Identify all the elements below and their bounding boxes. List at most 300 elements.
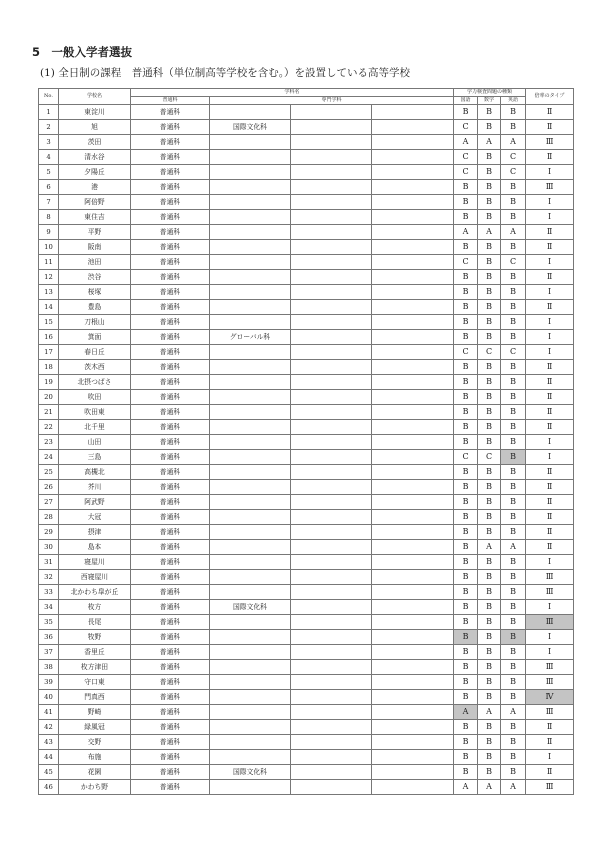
general-course: 普通科 [131,585,210,600]
japanese-grade: A [454,705,478,720]
japanese-grade: B [454,645,478,660]
english-grade: B [501,180,526,195]
general-course: 普通科 [131,330,210,345]
general-course: 普通科 [131,765,210,780]
math-grade: B [478,630,501,645]
specialized-course-2 [291,315,372,330]
specialized-course-2 [291,180,372,195]
table-body [39,105,574,795]
specialized-course-2 [291,555,372,570]
general-course: 普通科 [131,270,210,285]
english-grade: B [501,765,526,780]
header-department: 学科名 [131,89,454,97]
general-course: 普通科 [131,285,210,300]
general-course: 普通科 [131,180,210,195]
specialized-course-1: 国際文化科 [210,120,291,135]
english-grade: B [501,585,526,600]
school-name: 門真西 [59,690,131,705]
specialized-course-1 [210,390,291,405]
japanese-grade: B [454,495,478,510]
ratio-type: Ⅱ [526,375,574,390]
general-course: 普通科 [131,675,210,690]
english-grade: B [501,390,526,405]
header-ratio-type: 倍率のタイプ [526,89,574,105]
japanese-grade: A [454,225,478,240]
specialized-course-1 [210,645,291,660]
table-row [39,375,574,390]
japanese-grade: B [454,750,478,765]
japanese-grade: C [454,345,478,360]
school-name: 北かわち皐が丘 [59,585,131,600]
specialized-course-3 [372,630,454,645]
row-no: 31 [39,555,59,570]
english-grade: B [501,660,526,675]
specialized-course-3 [372,210,454,225]
specialized-course-1 [210,690,291,705]
table-row [39,480,574,495]
school-name: 夕陽丘 [59,165,131,180]
specialized-course-2 [291,570,372,585]
header-general: 普通科 [131,97,210,105]
ratio-type: Ⅰ [526,435,574,450]
math-grade: B [478,300,501,315]
specialized-course-1 [210,780,291,795]
english-grade: B [501,615,526,630]
english-grade: B [501,285,526,300]
specialized-course-1 [210,270,291,285]
general-course: 普通科 [131,360,210,375]
japanese-grade: B [454,195,478,210]
table-row [39,360,574,375]
specialized-course-2 [291,525,372,540]
row-no: 23 [39,435,59,450]
specialized-course-3 [372,135,454,150]
general-course: 普通科 [131,465,210,480]
math-grade: B [478,105,501,120]
row-no: 4 [39,150,59,165]
table-row [39,390,574,405]
specialized-course-3 [372,240,454,255]
english-grade: B [501,420,526,435]
table-row [39,510,574,525]
japanese-grade: B [454,630,478,645]
general-course: 普通科 [131,705,210,720]
specialized-course-1 [210,135,291,150]
table-row [39,525,574,540]
japanese-grade: B [454,360,478,375]
ratio-type: Ⅰ [526,315,574,330]
specialized-course-3 [372,150,454,165]
school-name: 平野 [59,225,131,240]
specialized-course-3 [372,585,454,600]
specialized-course-1 [210,105,291,120]
specialized-course-2 [291,735,372,750]
english-grade: B [501,375,526,390]
school-name: 芥川 [59,480,131,495]
specialized-course-3 [372,315,454,330]
table-row [39,165,574,180]
math-grade: B [478,465,501,480]
row-no: 41 [39,705,59,720]
specialized-course-1 [210,405,291,420]
specialized-course-2 [291,195,372,210]
japanese-grade: B [454,270,478,285]
english-grade: B [501,600,526,615]
specialized-course-3 [372,285,454,300]
ratio-type: Ⅲ [526,675,574,690]
specialized-course-2 [291,105,372,120]
ratio-type: Ⅱ [526,405,574,420]
specialized-course-1 [210,750,291,765]
school-name: 枚方津田 [59,660,131,675]
specialized-course-2 [291,135,372,150]
row-no: 27 [39,495,59,510]
specialized-course-1 [210,435,291,450]
ratio-type: Ⅰ [526,165,574,180]
math-grade: A [478,705,501,720]
specialized-course-2 [291,255,372,270]
ratio-type: Ⅱ [526,480,574,495]
japanese-grade: B [454,735,478,750]
math-grade: B [478,315,501,330]
japanese-grade: B [454,510,478,525]
school-name: 桜塚 [59,285,131,300]
specialized-course-1 [210,630,291,645]
specialized-course-3 [372,720,454,735]
english-grade: B [501,300,526,315]
general-course: 普通科 [131,690,210,705]
ratio-type: Ⅲ [526,660,574,675]
ratio-type: Ⅱ [526,105,574,120]
specialized-course-2 [291,300,372,315]
english-grade: B [501,330,526,345]
specialized-course-2 [291,465,372,480]
general-course: 普通科 [131,165,210,180]
english-grade: C [501,345,526,360]
school-name: 花園 [59,765,131,780]
english-grade: B [501,450,526,465]
row-no: 8 [39,210,59,225]
english-grade: B [501,690,526,705]
ratio-type: Ⅰ [526,255,574,270]
general-course: 普通科 [131,780,210,795]
specialized-course-3 [372,750,454,765]
english-grade: B [501,360,526,375]
specialized-course-1 [210,615,291,630]
row-no: 35 [39,615,59,630]
table-row [39,225,574,240]
row-no: 11 [39,255,59,270]
general-course: 普通科 [131,660,210,675]
ratio-type: Ⅲ [526,135,574,150]
general-course: 普通科 [131,420,210,435]
english-grade: B [501,750,526,765]
japanese-grade: B [454,285,478,300]
math-grade: C [478,450,501,465]
specialized-course-1 [210,285,291,300]
english-grade: B [501,720,526,735]
english-grade: B [501,105,526,120]
school-name: 大冠 [59,510,131,525]
math-grade: B [478,480,501,495]
general-course: 普通科 [131,225,210,240]
math-grade: B [478,645,501,660]
japanese-grade: B [454,615,478,630]
row-no: 42 [39,720,59,735]
math-grade: B [478,165,501,180]
row-no: 21 [39,405,59,420]
row-no: 37 [39,645,59,660]
japanese-grade: B [454,525,478,540]
specialized-course-3 [372,450,454,465]
general-course: 普通科 [131,240,210,255]
specialized-course-2 [291,660,372,675]
english-grade: A [501,540,526,555]
table-row [39,660,574,675]
table-row [39,420,574,435]
math-grade: B [478,180,501,195]
math-grade: B [478,660,501,675]
table-row [39,405,574,420]
ratio-type: Ⅰ [526,750,574,765]
row-no: 30 [39,540,59,555]
specialized-course-3 [372,465,454,480]
english-grade: B [501,465,526,480]
school-name: 池田 [59,255,131,270]
math-grade: B [478,510,501,525]
japanese-grade: B [454,405,478,420]
ratio-type: Ⅱ [526,150,574,165]
specialized-course-3 [372,645,454,660]
ratio-type: Ⅲ [526,570,574,585]
japanese-grade: B [454,690,478,705]
japanese-grade: C [454,150,478,165]
row-no: 2 [39,120,59,135]
table-row [39,240,574,255]
specialized-course-1 [210,375,291,390]
specialized-course-1 [210,570,291,585]
specialized-course-1 [210,165,291,180]
specialized-course-3 [372,660,454,675]
math-grade: B [478,420,501,435]
specialized-course-1 [210,705,291,720]
specialized-course-2 [291,495,372,510]
row-no: 9 [39,225,59,240]
math-grade: B [478,585,501,600]
japanese-grade: B [454,465,478,480]
japanese-grade: B [454,180,478,195]
specialized-course-1 [210,720,291,735]
english-grade: A [501,225,526,240]
japanese-grade: B [454,720,478,735]
ratio-type: Ⅱ [526,270,574,285]
row-no: 46 [39,780,59,795]
ratio-type: Ⅳ [526,690,574,705]
specialized-course-2 [291,750,372,765]
english-grade: B [501,240,526,255]
ratio-type: Ⅱ [526,465,574,480]
specialized-course-2 [291,765,372,780]
specialized-course-2 [291,120,372,135]
row-no: 1 [39,105,59,120]
general-course: 普通科 [131,210,210,225]
japanese-grade: B [454,660,478,675]
math-grade: B [478,720,501,735]
specialized-course-2 [291,390,372,405]
ratio-type: Ⅰ [526,450,574,465]
ratio-type: Ⅱ [526,240,574,255]
school-name: 布施 [59,750,131,765]
general-course: 普通科 [131,495,210,510]
english-grade: A [501,705,526,720]
specialized-course-2 [291,210,372,225]
specialized-course-1 [210,300,291,315]
english-grade: B [501,675,526,690]
japanese-grade: B [454,420,478,435]
row-no: 39 [39,675,59,690]
specialized-course-2 [291,450,372,465]
specialized-course-3 [372,195,454,210]
school-name: 清水谷 [59,150,131,165]
japanese-grade: A [454,780,478,795]
school-name: 牧野 [59,630,131,645]
specialized-course-2 [291,645,372,660]
table-row [39,585,574,600]
japanese-grade: B [454,390,478,405]
specialized-course-3 [372,405,454,420]
specialized-course-2 [291,690,372,705]
row-no: 16 [39,330,59,345]
specialized-course-2 [291,630,372,645]
japanese-grade: C [454,120,478,135]
school-name: 野崎 [59,705,131,720]
row-no: 14 [39,300,59,315]
ratio-type: Ⅲ [526,615,574,630]
japanese-grade: A [454,135,478,150]
table-row [39,600,574,615]
specialized-course-3 [372,570,454,585]
japanese-grade: B [454,540,478,555]
specialized-course-1 [210,345,291,360]
specialized-course-1: 国際文化科 [210,600,291,615]
school-name: 摂津 [59,525,131,540]
ratio-type: Ⅰ [526,600,574,615]
school-name: 春日丘 [59,345,131,360]
table-row [39,135,574,150]
ratio-type: Ⅱ [526,765,574,780]
specialized-course-3 [372,765,454,780]
math-grade: B [478,570,501,585]
math-grade: B [478,120,501,135]
english-grade: A [501,135,526,150]
general-course: 普通科 [131,525,210,540]
specialized-course-3 [372,105,454,120]
table-row [39,195,574,210]
school-name: 豊島 [59,300,131,315]
specialized-course-1 [210,195,291,210]
row-no: 34 [39,600,59,615]
specialized-course-1 [210,735,291,750]
general-course: 普通科 [131,435,210,450]
math-grade: B [478,555,501,570]
ratio-type: Ⅱ [526,390,574,405]
ratio-type: Ⅱ [526,510,574,525]
specialized-course-1 [210,360,291,375]
specialized-course-1 [210,150,291,165]
school-name: 守口東 [59,675,131,690]
general-course: 普通科 [131,720,210,735]
specialized-course-2 [291,405,372,420]
specialized-course-1 [210,480,291,495]
specialized-course-2 [291,435,372,450]
math-grade: C [478,345,501,360]
school-name: 長尾 [59,615,131,630]
ratio-type: Ⅱ [526,525,574,540]
specialized-course-2 [291,285,372,300]
specialized-course-2 [291,240,372,255]
row-no: 38 [39,660,59,675]
english-grade: B [501,630,526,645]
specialized-course-2 [291,270,372,285]
specialized-course-1 [210,225,291,240]
ratio-type: Ⅲ [526,705,574,720]
japanese-grade: B [454,105,478,120]
math-grade: A [478,225,501,240]
ratio-type: Ⅰ [526,630,574,645]
specialized-course-3 [372,690,454,705]
table-row [39,255,574,270]
ratio-type: Ⅱ [526,225,574,240]
row-no: 10 [39,240,59,255]
row-no: 29 [39,525,59,540]
school-name: 山田 [59,435,131,450]
table-row [39,765,574,780]
table-row [39,645,574,660]
general-course: 普通科 [131,510,210,525]
math-grade: B [478,600,501,615]
school-name: 阿武野 [59,495,131,510]
specialized-course-1 [210,510,291,525]
row-no: 12 [39,270,59,285]
specialized-course-2 [291,615,372,630]
general-course: 普通科 [131,600,210,615]
table-row [39,270,574,285]
specialized-course-3 [372,375,454,390]
row-no: 5 [39,165,59,180]
math-grade: B [478,330,501,345]
specialized-course-3 [372,600,454,615]
table-row [39,705,574,720]
general-course: 普通科 [131,345,210,360]
school-name: 北千里 [59,420,131,435]
english-grade: B [501,315,526,330]
specialized-course-1 [210,675,291,690]
specialized-course-3 [372,165,454,180]
specialized-course-3 [372,300,454,315]
english-grade: C [501,165,526,180]
general-course: 普通科 [131,615,210,630]
general-course: 普通科 [131,570,210,585]
general-course: 普通科 [131,450,210,465]
section-title: 5 一般入学者選抜 [32,45,133,59]
specialized-course-3 [372,675,454,690]
specialized-course-1 [210,180,291,195]
table-row [39,435,574,450]
specialized-course-3 [372,480,454,495]
table-row [39,180,574,195]
specialized-course-2 [291,150,372,165]
specialized-course-3 [372,330,454,345]
